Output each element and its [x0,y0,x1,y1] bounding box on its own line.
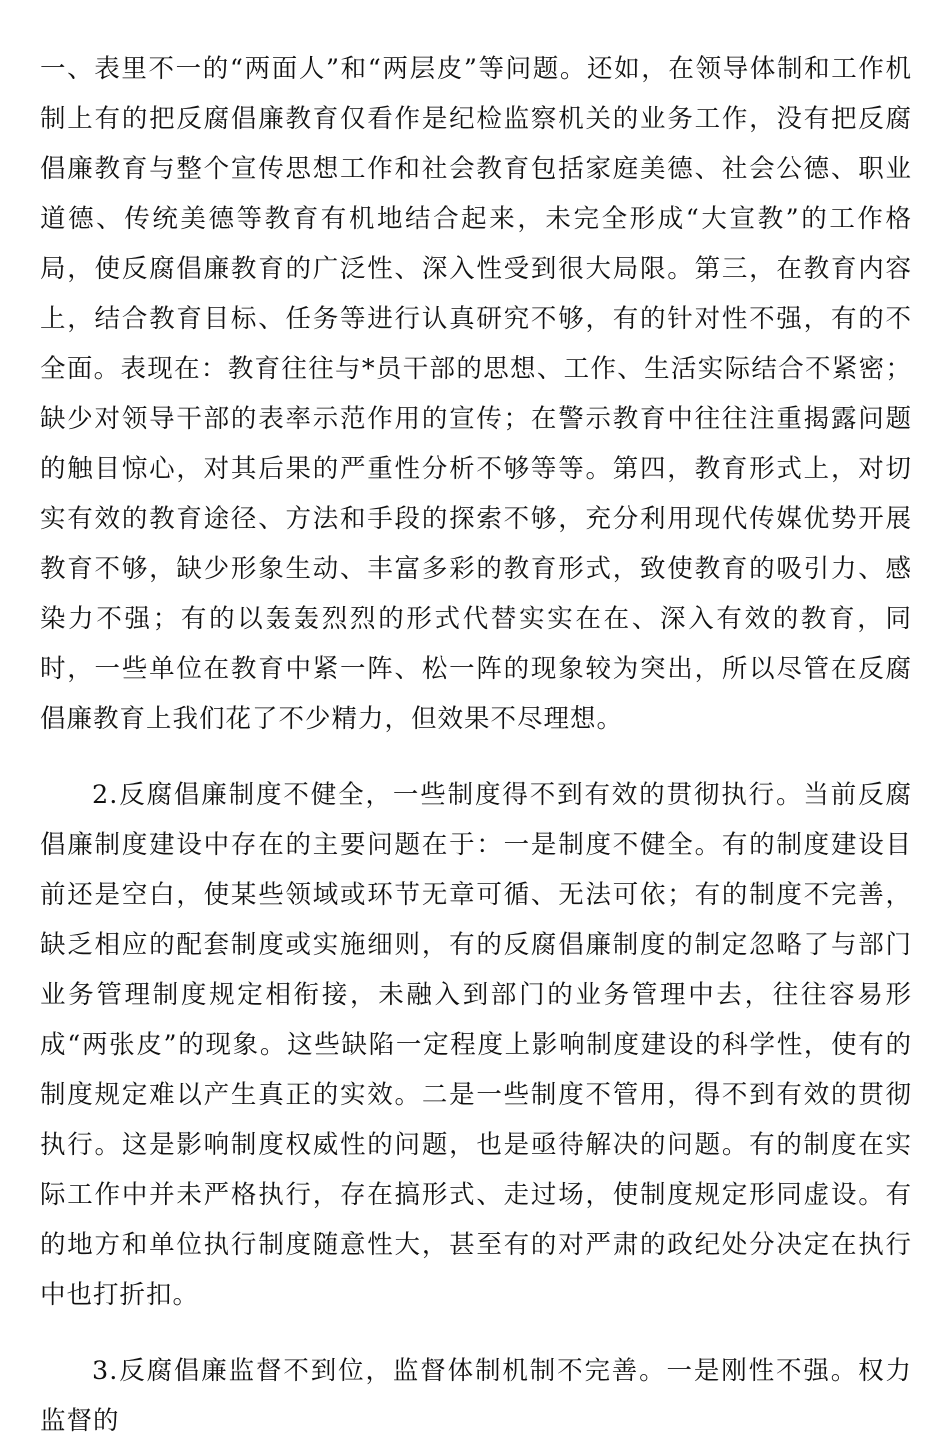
document-page [40,44,912,1446]
paragraph-system-issues: 2.反腐倡廉制度不健全，一些制度得不到有效的贯彻执行。当前反腐倡廉制度建设中存在的主要问题在于：一是制度不健全。有的制度建设目前还是空白，使某些领域或环节无章可循、无法可依；有的制度不完善，缺乏相应的配套制度或实施细则，有的反腐倡廉制度的制定忽略了与部门业务管理制度规定相衔接，未融入到部门的业务管理中去，往往容易形成“两张皮”的现象。这些缺陷一定程度上影响制度建设的科学性，使有的制度规定难以产生真正的实效。二是一些制度不管用，得不到有效的贯彻执行。这是影响制度权威性的问题，也是亟待解决的问题。有的制度在实际工作中并未严格执行，存在搞形式、走过场，使制度规定形同虚设。有的地方和单位执行制度随意性大，甚至有的对严肃的政纪处分决定在执行中也打折扣。 [40,780,912,1310]
paragraph-education-issues: 一、表里不一的“两面人”和“两层皮”等问题。还如，在领导体制和工作机制上有的把反腐倡廉教育仅看作是纪检监察机关的业务工作，没有把反腐倡廉教育与整个宣传思想工作和社会教育包括家庭美德、社会公德、职业道德、传统美德等教育有机地结合起来，未完全形成“大宣教”的工作格局，使反腐倡廉教育的广泛性、深入性受到很大局限。第三，在教育内容上，结合教育目标、任务等进行认真研究不够，有的针对性不强，有的不全面。表现在：教育往往与*员干部的思想、工作、生活实际结合不紧密；缺少对领导干部的表率示范作用的宣传；在警示教育中往往注重揭露问题的触目惊心，对其后果的严重性分析不够等等。第四，教育形式上，对切实有效的教育途径、方法和手段的探索不够，充分利用现代传媒优势开展教育不够，缺少形象生动、丰富多彩的教育形式，致使教育的吸引力、感染力不强；有的以轰轰烈烈的形式代替实实在在、深入有效的教育，同时，一些单位在教育中紧一阵、松一阵的现象较为突出，所以尽管在反腐倡廉教育上我们花了不少精力，但效果不尽理想。 [40,54,912,734]
paragraph-supervision-issues: 3.反腐倡廉监督不到位，监督体制机制不完善。一是刚性不强。权力监督的 [40,1356,912,1436]
